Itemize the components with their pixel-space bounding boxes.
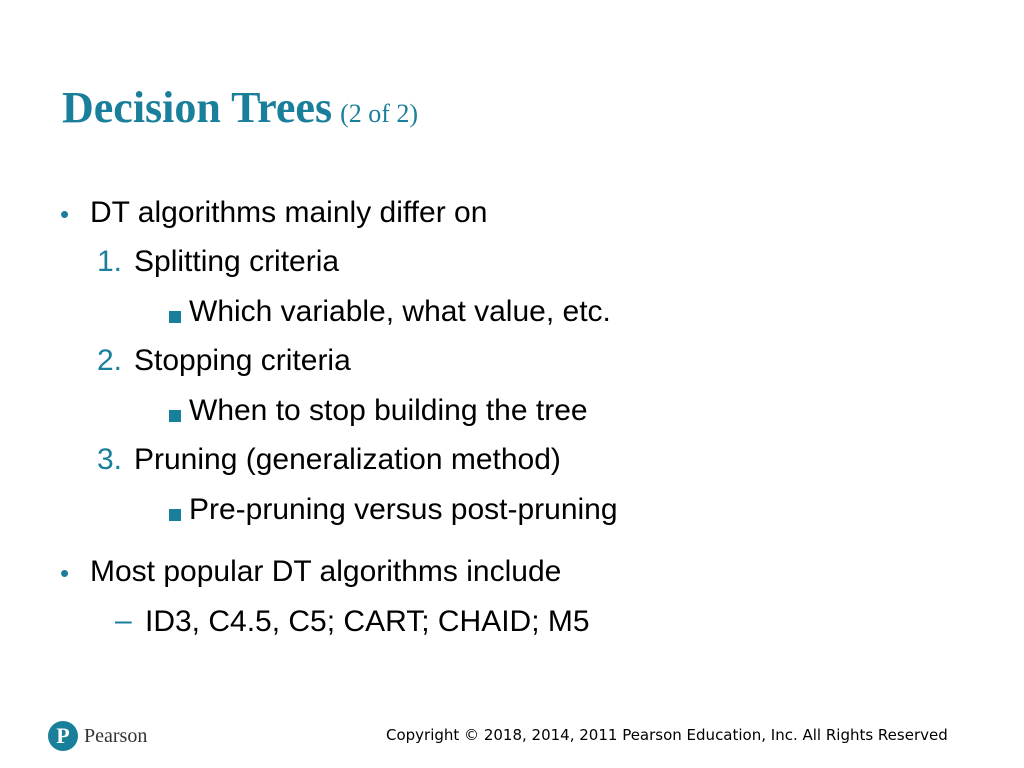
slide-title-suffix: (2 of 2) (340, 99, 419, 128)
pearson-logo-name: Pearson (84, 724, 148, 747)
item-detail: Pre-pruning versus post-pruning (189, 493, 618, 526)
item-text: Pruning (generalization method) (134, 443, 561, 476)
item-text: Splitting criteria (134, 245, 340, 278)
item-detail: Which variable, what value, etc. (189, 295, 611, 328)
item-detail: When to stop building the tree (189, 394, 588, 427)
square-bullet-icon (169, 311, 181, 323)
square-bullet-icon (169, 410, 181, 422)
copyright-notice: Copyright © 2018, 2014, 2011 Pearson Education, Inc. All Rights Reserved (386, 726, 948, 744)
bullet-dot-icon: • (60, 199, 70, 229)
bullet-dot-icon: • (60, 558, 70, 588)
item-number: 1. (97, 245, 123, 278)
item-number: 2. (97, 344, 123, 377)
item-text: Stopping criteria (134, 344, 351, 377)
square-bullet-icon (169, 509, 181, 521)
pearson-logo-letter: P (56, 723, 70, 748)
pearson-logo-icon (48, 721, 78, 751)
dash-bullet-icon: – (115, 604, 132, 637)
bullet-text: DT algorithms mainly differ on (90, 196, 488, 229)
slide-title-main: Decision Trees (62, 83, 333, 132)
bullet-text: Most popular DT algorithms include (90, 555, 562, 588)
slide-title (62, 83, 419, 132)
sub-item-text: ID3, C4.5, C5; CART; CHAID; M5 (145, 605, 590, 638)
item-number: 3. (97, 443, 123, 476)
pearson-logo (48, 719, 147, 753)
